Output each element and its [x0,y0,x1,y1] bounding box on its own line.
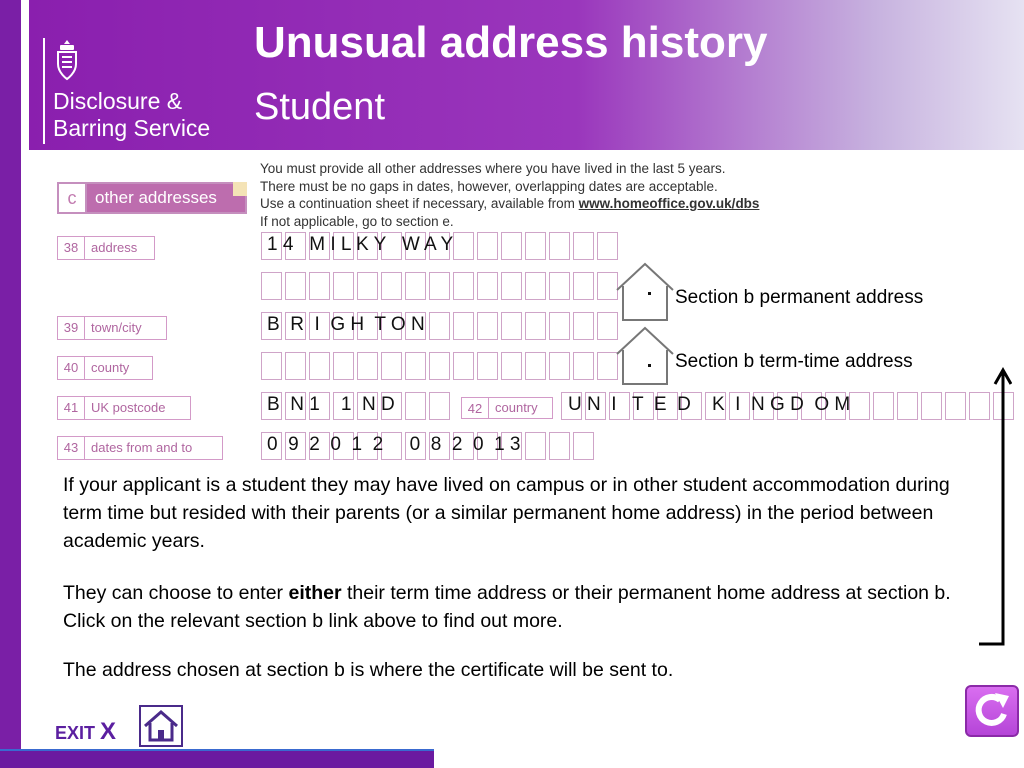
section-fold-corner [233,182,247,196]
instruction-line: There must be no gaps in dates, however, overlapping dates are acceptable. [260,178,718,194]
letter-box [381,272,402,300]
field-number: 40 [58,357,85,379]
letter-box [453,232,474,260]
logo-divider [43,38,45,144]
letter-box [945,392,966,420]
letter-box [429,272,450,300]
instruction-text: Use a continuation sheet if necessary, available from [260,196,579,211]
letter-box [849,392,870,420]
letter-box [477,272,498,300]
house-icon [615,326,675,386]
field-text: UK postcode [91,400,166,415]
bottom-bar [0,749,434,768]
section-label [87,184,245,212]
letter-box [501,272,522,300]
left-accent-gap [21,0,29,150]
letter-box [549,272,570,300]
field-number: 42 [462,398,489,418]
letter-box [525,432,546,460]
field-number: 39 [58,317,85,339]
section-b-term-time-link[interactable] [615,326,1015,386]
letter-box [261,352,282,380]
letter-box [333,352,354,380]
section-letter: c [59,184,87,212]
exit-x-icon: X [100,718,117,745]
field-text: country [495,400,538,415]
exit-button[interactable] [55,718,116,746]
instruction-url: www.homeoffice.gov.uk/dbs [578,196,760,211]
letter-box [333,272,354,300]
letter-box [261,272,282,300]
letter-box [477,352,498,380]
instruction-line: You must provide all other addresses where you have lived in the last 5 years. [260,161,726,176]
dbs-logo [37,18,247,141]
form-instructions [260,160,759,230]
exit-label: EXIT [55,723,96,743]
instruction-line [260,195,759,213]
letter-box [597,232,618,260]
paragraph-2-emphasis: either [288,582,342,604]
field-label-county [57,356,153,380]
page-title: Unusual address history [254,18,768,67]
country-value: U N I T E D K I N G D O M [568,394,851,415]
field-text: address [91,240,138,255]
letter-box [357,272,378,300]
letter-box [429,352,450,380]
letter-box [921,392,942,420]
home-icon [141,707,181,745]
address-value: 1 4 M I L K Y W A Y [267,234,454,255]
explanation-paragraph-3: The address chosen at section b is where the certificate will be sent to. [63,659,674,681]
letter-box [501,232,522,260]
letter-box [309,272,330,300]
field-number: 38 [58,237,85,259]
letter-box [573,352,594,380]
dates-value: 0 9 2 0 1 2 0 8 2 0 1 3 [267,434,521,455]
letter-box [897,392,918,420]
crest-icon [52,38,82,84]
term-time-link-label[interactable]: Section b term-time address [675,351,913,372]
header-banner [29,0,1024,150]
letter-box [549,352,570,380]
letter-box [453,312,474,340]
letter-box [549,432,570,460]
letter-box [285,352,306,380]
letter-box [453,352,474,380]
field-text: dates from and to [91,440,193,455]
letter-box [525,232,546,260]
letter-box [429,392,450,420]
letter-box [405,352,426,380]
letter-box [873,392,894,420]
field-text: town/city [91,320,142,335]
home-button[interactable] [139,705,183,747]
letter-box [549,312,570,340]
letter-box [573,432,594,460]
letter-box [525,352,546,380]
field-label-dates [57,436,223,460]
section-c-tab [57,182,247,214]
org-name-line1: Disclosure & [53,88,183,114]
field-label-town [57,316,167,340]
field-label-address [57,236,155,260]
letter-box [477,312,498,340]
org-name [53,88,210,142]
letter-box [285,272,306,300]
left-accent-bar [0,0,21,768]
permanent-link-label[interactable]: Section b permanent address [675,287,924,308]
section-label-text: other addresses [95,188,217,207]
town-value: B R I G H T O N [267,314,425,335]
letter-box [573,272,594,300]
field-text: county [91,360,130,375]
paragraph-2-text-end: their term time address or their permanent home address at section b. Click on the relevant section b link above to find out more. [63,582,951,632]
field-number: 41 [58,397,85,419]
page-subtitle: Student [254,86,385,128]
letter-box [429,312,450,340]
letter-box [357,352,378,380]
field-label-country [461,397,553,419]
explanation-paragraph-1: If your applicant is a student they may have lived on campus or in other student accommodation during term time but resided with their parents (or a similar permanent home address) in the period between academic years. [63,474,950,552]
explanation-paragraph-2 [63,579,978,635]
house-icon [615,262,675,322]
address-line2-boxes [261,272,621,300]
letter-box [525,312,546,340]
letter-box [453,272,474,300]
letter-box [573,312,594,340]
letter-box [381,352,402,380]
postcode-value: B N 1 1 N D [267,394,395,415]
letter-box [477,232,498,260]
connector-arrow [976,366,1012,648]
letter-box [405,392,426,420]
refresh-icon [967,687,1017,735]
field-label-postcode [57,396,191,420]
letter-box [309,352,330,380]
letter-box [525,272,546,300]
letter-box [501,312,522,340]
refresh-button[interactable] [965,685,1019,737]
paragraph-2-text-start: They can choose to enter [63,582,289,604]
letter-box [573,232,594,260]
letter-box [405,272,426,300]
section-b-permanent-link[interactable] [615,262,1015,322]
county-boxes [261,352,621,380]
letter-box [549,232,570,260]
instruction-line: If not applicable, go to section e. [260,213,454,229]
org-name-line2: Barring Service [53,115,211,141]
letter-box [501,352,522,380]
field-number: 43 [58,437,85,459]
